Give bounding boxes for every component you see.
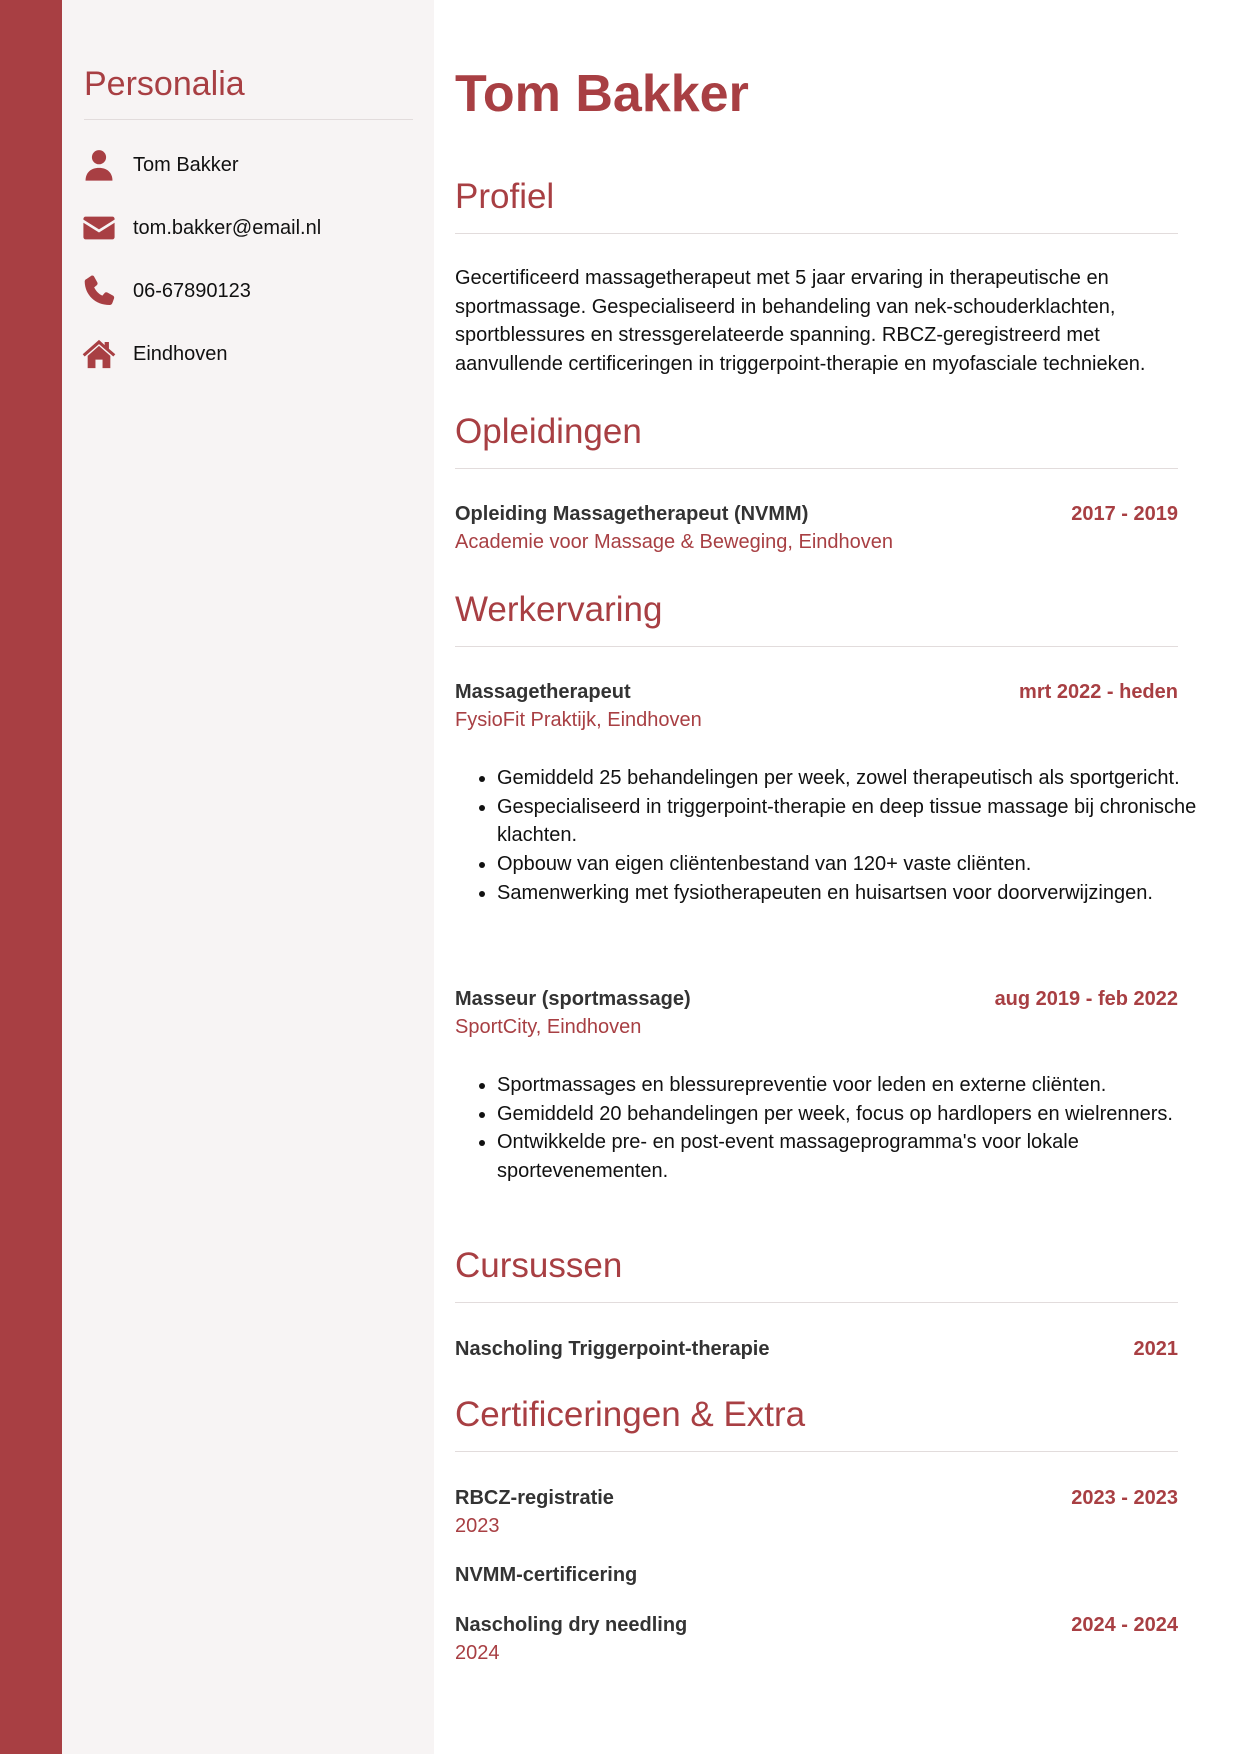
entry-title: NVMM-certificering (455, 1564, 638, 1586)
contact-email-text[interactable]: tom.bakker@email.nl (133, 216, 322, 239)
sidebar-divider (84, 119, 413, 120)
entry-title: Massagetherapeut (455, 681, 631, 703)
sidebar (62, 0, 434, 1754)
section-title-education: Opleidingen (455, 412, 642, 451)
entry-institution: Academie voor Massage & Beweging, Eindhoven (455, 531, 894, 553)
entry-title: Nascholing dry needling (455, 1614, 688, 1636)
list-item: • Sportmassages en blessurepreventie voor leden en externe cliënten. (497, 1071, 1220, 1100)
entry-title: Opleiding Massagetherapeut (NVMM) (455, 503, 809, 525)
envelope-icon (80, 209, 118, 247)
experience-entry (455, 985, 1178, 1041)
person-icon (80, 146, 118, 184)
certification-entry (455, 1561, 1178, 1589)
section-divider (455, 468, 1178, 469)
home-icon (80, 335, 118, 373)
entry-date: 2024 - 2024 (1071, 1614, 1178, 1636)
entry-date: aug 2019 - feb 2022 (994, 988, 1178, 1010)
section-divider (455, 233, 1178, 234)
section-divider (455, 1302, 1178, 1303)
education-entry (455, 500, 1178, 556)
list-item: • Opbouw van eigen cliëntenbestand van 120+ vaste cliënten. (497, 850, 1220, 879)
entry-title: RBCZ-registratie (455, 1487, 614, 1509)
experience-bullets (455, 1071, 1220, 1186)
section-title-certifications: Certificeringen & Extra (455, 1395, 806, 1434)
list-item: • Gemiddeld 25 behandelingen per week, zowel therapeutisch als sportgericht. (497, 764, 1220, 793)
section-title-profile: Profiel (455, 177, 555, 216)
certification-entry (455, 1611, 1178, 1667)
accent-bar (0, 0, 62, 1754)
entry-year: 2024 (455, 1642, 500, 1664)
contact-email[interactable] (80, 208, 420, 248)
entry-title: Nascholing Triggerpoint-therapie (455, 1338, 770, 1360)
contact-phone[interactable] (80, 271, 420, 311)
entry-employer: SportCity, Eindhoven (455, 1016, 642, 1038)
entry-date: mrt 2022 - heden (1019, 681, 1178, 703)
entry-title: Masseur (sportmassage) (455, 988, 691, 1010)
list-item: • Ontwikkelde pre- en post-event massageprogramma's voor lokale sportevenementen. (497, 1128, 1220, 1185)
section-divider (455, 1451, 1178, 1452)
entry-date: 2017 - 2019 (1071, 503, 1178, 525)
profile-text: Gecertificeerd massagetherapeut met 5 jaar ervaring in therapeutische en sportmassage. Gespecialiseerd in behandeling van nek-schouderklachten, sportblessures en stressgerelateerde spanning. RBCZ-geregistreerd met aanvullende certificeringen in triggerpoint-therapie en myofasciale technieken. (455, 267, 1146, 376)
experience-entry (455, 678, 1178, 734)
phone-icon (80, 272, 118, 310)
contact-name (80, 145, 420, 185)
section-title-courses: Cursussen (455, 1246, 623, 1285)
course-entry (455, 1335, 1178, 1363)
contact-phone-text[interactable]: 06-67890123 (133, 279, 251, 302)
certification-entry (455, 1484, 1178, 1540)
list-item: • Samenwerking met fysiotherapeuten en huisartsen voor doorverwijzingen. (497, 879, 1220, 908)
contact-name-text: Tom Bakker (133, 153, 239, 176)
sidebar-title: Personalia (84, 65, 245, 103)
contact-location-text: Eindhoven (133, 342, 228, 365)
candidate-name: Tom Bakker (455, 65, 749, 123)
list-item: • Gemiddeld 20 behandelingen per week, focus op hardlopers en wielrenners. (497, 1100, 1220, 1129)
entry-year: 2023 (455, 1515, 500, 1537)
section-title-experience: Werkervaring (455, 590, 663, 629)
entry-date: 2021 (1133, 1338, 1178, 1360)
contact-location (80, 334, 420, 374)
entry-employer: FysioFit Praktijk, Eindhoven (455, 709, 702, 731)
list-item: • Gespecialiseerd in triggerpoint-therapie en deep tissue massage bij chronische klachten. (497, 793, 1220, 850)
experience-bullets (455, 764, 1220, 908)
section-divider (455, 646, 1178, 647)
entry-date: 2023 - 2023 (1071, 1487, 1178, 1509)
